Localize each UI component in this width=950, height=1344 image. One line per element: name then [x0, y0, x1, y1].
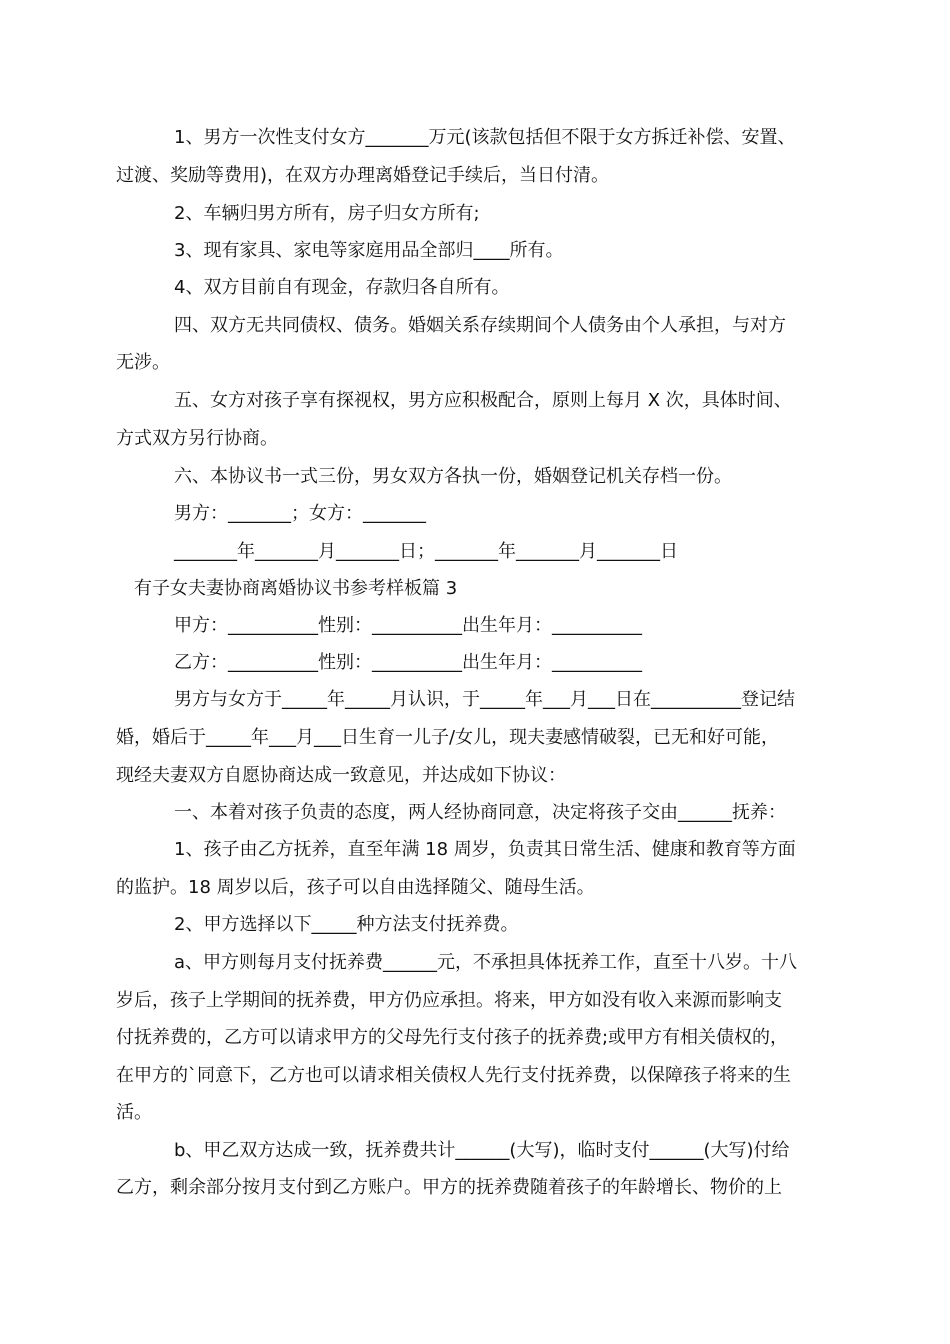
text-line: 在甲方的`同意下，乙方也可以请求相关债权人先行支付抚养费，以保障孩子将来的生	[116, 1065, 791, 1086]
text-line: b、甲乙双方达成一致，抚养费共计______(大写)，临时支付______(大写)付给	[174, 1140, 790, 1161]
text-line: 六、本协议书一式三份，男女双方各执一份，婚姻登记机关存档一份。	[174, 466, 732, 487]
text-line: 2、车辆归男方所有，房子归女方所有;	[174, 203, 480, 224]
text-line: 男方与女方于_____年_____月认识，于_____年___月___日在__________登记结	[174, 689, 795, 710]
text-line: 付抚养费的，乙方可以请求甲方的父母先行支付孩子的抚养费;或甲方有相关债权的，	[116, 1027, 789, 1048]
party-a-line: 甲方：__________性别：__________出生年月：__________	[174, 615, 642, 636]
text-line: 乙方，剩余部分按月支付到乙方账户。甲方的抚养费随着孩子的年龄增长、物价的上	[116, 1177, 782, 1198]
text-line: 3、现有家具、家电等家庭用品全部归____所有。	[174, 240, 564, 261]
text-line: 1、孩子由乙方抚养，直至年满 18 周岁，负责其日常生活、健康和教育等方面	[174, 839, 796, 860]
text-line: 2、甲方选择以下_____种方法支付抚养费。	[174, 914, 519, 935]
party-b-line: 乙方：__________性别：__________出生年月：__________	[174, 652, 642, 673]
text-line: a、甲方则每月支付抚养费______元，不承担具体抚养工作，直至十八岁。十八	[174, 952, 798, 973]
section-heading: 有子女夫妻协商离婚协议书参考样板篇 3	[134, 578, 458, 599]
text-line: 五、女方对孩子享有探视权，男方应积极配合，原则上每月 X 次，具体时间、	[174, 390, 792, 411]
date-line: _______年_______月_______日；_______年_______月_______日	[174, 541, 678, 562]
signature-line: 男方：_______；女方：_______	[174, 503, 426, 524]
text-line: 婚，婚后于_____年___月___日生育一儿子/女儿，现夫妻感情破裂，已无和好可能，	[116, 727, 780, 748]
text-line: 1、男方一次性支付女方_______万元(该款包括但不限于女方拆迁补偿、安置、	[174, 127, 796, 148]
text-line: 4、双方目前自有现金，存款归各自所有。	[174, 277, 510, 298]
text-line: 一、本着对孩子负责的态度，两人经协商同意，决定将孩子交由______抚养：	[174, 802, 786, 823]
text-line: 活。	[116, 1102, 152, 1123]
text-line: 方式双方另行协商。	[116, 428, 278, 449]
text-line: 四、双方无共同债权、债务。婚姻关系存续期间个人债务由个人承担，与对方	[174, 315, 786, 336]
text-line: 岁后，孩子上学期间的抚养费，甲方仍应承担。将来，甲方如没有收入来源而影响支	[116, 990, 782, 1011]
text-line: 过渡、奖励等费用)，在双方办理离婚登记手续后，当日付清。	[116, 165, 610, 186]
text-line: 现经夫妻双方自愿协商达成一致意见，并达成如下协议：	[116, 765, 566, 786]
text-line: 无涉。	[116, 352, 170, 373]
text-line: 的监护。18 周岁以后，孩子可以自由选择随父、随母生活。	[116, 877, 595, 898]
